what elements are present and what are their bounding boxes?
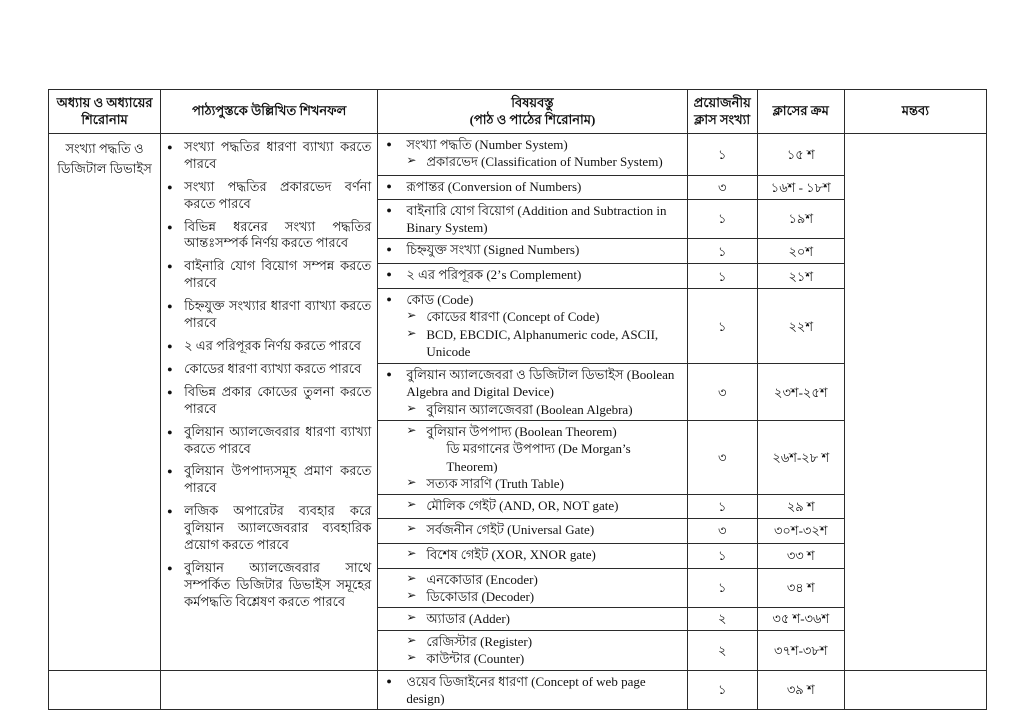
header-label: ক্লাসের ক্রম xyxy=(772,103,829,119)
content-cell xyxy=(378,134,687,176)
learning-outcome-label: কোডের ধারণা ব্যাখ্যা করতে পারবে xyxy=(184,360,362,376)
learning-outcome-item xyxy=(167,361,371,378)
table-row-final xyxy=(49,670,987,709)
content-item xyxy=(426,440,682,474)
content-cell xyxy=(378,239,687,264)
content-item-label: বুলিয়ান উপপাদ্য (Boolean Theorem) xyxy=(426,424,617,440)
content-cell xyxy=(378,364,687,421)
indent-spacer xyxy=(426,440,440,474)
chapter-title-cell xyxy=(49,134,161,671)
bullet-icon: ● xyxy=(386,294,392,305)
content-item xyxy=(386,178,682,195)
content-item-label: কাউন্টার (Counter) xyxy=(426,651,525,667)
learning-outcome-label: লজিক অপারেটর ব্যবহার করে বুলিয়ান অ্যালজেবরার ব্যবহারিক প্রয়োগ করতে পারবে xyxy=(184,503,372,553)
bullet-icon: ● xyxy=(386,181,392,191)
class-sequence-cell: ১৬শ - ১৮শ xyxy=(757,176,844,200)
table-row xyxy=(49,134,987,176)
content-item xyxy=(406,650,682,667)
content-cell xyxy=(378,568,687,607)
content-item xyxy=(406,308,682,325)
content-item-label: ডিকোডার (Decoder) xyxy=(426,589,535,605)
class-count-cell: ৩ xyxy=(687,421,757,495)
content-item xyxy=(406,326,682,360)
learning-outcome-item xyxy=(167,298,371,332)
arrow-icon: ➢ xyxy=(406,474,417,489)
class-count-cell: ৩ xyxy=(687,518,757,543)
class-sequence-cell: ২৯ শ xyxy=(757,494,844,518)
content-item xyxy=(406,546,682,563)
col-header-chapter xyxy=(49,90,161,134)
learning-outcome-item xyxy=(167,338,371,355)
class-count-cell: ১ xyxy=(687,200,757,239)
learning-outcome-label: বিভিন্ন প্রকার কোডের তুলনা করতে পারবে xyxy=(184,383,372,416)
bullet-icon: ● xyxy=(167,426,173,437)
bullet-icon: ● xyxy=(167,506,173,517)
col-header-class-sequence xyxy=(757,90,844,134)
content-cell xyxy=(378,289,687,364)
class-count-cell: ২ xyxy=(687,608,757,631)
arrow-icon: ➢ xyxy=(406,153,417,168)
arrow-icon: ➢ xyxy=(406,650,417,665)
content-item xyxy=(386,291,682,308)
learning-outcomes-cell xyxy=(161,134,378,671)
bullet-icon: ● xyxy=(386,369,392,380)
content-item-label: চিহ্নযুক্ত সংখ্যা (Signed Numbers) xyxy=(406,242,580,258)
content-item xyxy=(386,202,682,236)
bullet-icon: ● xyxy=(167,142,173,152)
arrow-icon: ➢ xyxy=(406,545,417,560)
arrow-icon: ➢ xyxy=(406,325,417,340)
content-cell xyxy=(378,670,687,709)
class-count-cell: ২ xyxy=(687,631,757,670)
learning-outcome-label: ২ এর পরিপূরক নির্ণয় করতে পারবে xyxy=(184,337,362,353)
content-item xyxy=(406,571,682,588)
class-sequence-cell: ৩৪ শ xyxy=(757,568,844,607)
content-item xyxy=(406,633,682,650)
class-sequence-cell: ৩০শ-৩২শ xyxy=(757,518,844,543)
content-item-label: সত্যক সারণি (Truth Table) xyxy=(426,475,564,491)
content-cell xyxy=(378,608,687,631)
arrow-icon: ➢ xyxy=(406,496,417,511)
bullet-icon: ● xyxy=(167,562,173,573)
class-count-cell: ১ xyxy=(687,239,757,264)
bullet-icon: ● xyxy=(167,466,173,477)
content-item-label: অ্যাডার (Adder) xyxy=(426,611,511,627)
content-item xyxy=(386,266,682,283)
bullet-icon: ● xyxy=(167,181,173,192)
bullet-icon: ● xyxy=(167,301,173,312)
header-label: অধ্যায় ও অধ্যায়ের শিরোনাম xyxy=(56,95,153,127)
arrow-icon: ➢ xyxy=(406,610,417,625)
learning-outcome-item xyxy=(167,463,371,497)
bullet-icon: ● xyxy=(386,244,392,255)
content-item-label: রূপান্তর (Conversion of Numbers) xyxy=(406,179,582,194)
arrow-icon: ➢ xyxy=(406,308,417,323)
arrow-icon: ➢ xyxy=(406,520,417,535)
content-item xyxy=(386,136,682,153)
content-item-label: এনকোডার (Encoder) xyxy=(426,571,538,587)
content-item-label: কোডের ধারণা (Concept of Code) xyxy=(426,309,600,325)
class-sequence-cell: ২২শ xyxy=(757,289,844,364)
class-count-cell: ১ xyxy=(687,670,757,709)
header-label: ক্লাস সংখ্যা xyxy=(694,111,751,127)
content-item xyxy=(406,521,682,538)
learning-outcome-item xyxy=(167,258,371,292)
content-item-label: সর্বজনীন গেইট (Universal Gate) xyxy=(426,521,595,537)
header-label: বিষয়বস্তু xyxy=(511,95,554,111)
header-label: মন্তব্য xyxy=(901,103,929,119)
class-count-cell: ১ xyxy=(687,543,757,568)
bullet-icon: ● xyxy=(167,363,173,374)
learning-outcome-label: বুলিয়ান অ্যালজেবরার সাথে সম্পর্কিত ডিজিটার ডিভাইস সমূহের কর্মপদ্ধতি বিশ্লেষণ করতে পারবে xyxy=(184,559,372,609)
col-header-outcomes xyxy=(161,90,378,134)
bullet-icon: ● xyxy=(167,221,173,232)
class-sequence-cell: ১৯শ xyxy=(757,200,844,239)
content-item-label: বাইনারি যোগ বিয়োগ (Addition and Subtraction in Binary System) xyxy=(406,203,667,236)
content-item-label: বিশেষ গেইট (XOR, XNOR gate) xyxy=(426,546,596,562)
content-item xyxy=(406,497,682,514)
arrow-icon: ➢ xyxy=(406,633,417,648)
content-item xyxy=(386,241,682,258)
content-item xyxy=(406,588,682,605)
learning-outcome-label: বাইনারি যোগ বিয়োগ সম্পন্ন করতে পারবে xyxy=(184,258,372,291)
content-item-label: ডি মরগানের উপপাদ্য (De Morgan’s Theorem) xyxy=(446,441,631,474)
content-item xyxy=(406,475,682,492)
class-sequence-cell: ৩৩ শ xyxy=(757,543,844,568)
class-sequence-cell: ৩৭শ-৩৮শ xyxy=(757,631,844,670)
class-sequence-cell: ২১শ xyxy=(757,264,844,289)
bullet-icon: ● xyxy=(386,675,392,686)
content-cell xyxy=(378,176,687,200)
header-label: পাঠ্যপুস্তকে উল্লিখিত শিখনফল xyxy=(192,103,347,119)
learning-outcome-item xyxy=(167,424,371,458)
class-count-cell: ৩ xyxy=(687,364,757,421)
content-item xyxy=(406,401,682,418)
bullet-icon: ● xyxy=(386,139,392,149)
content-item xyxy=(406,153,682,170)
bullet-icon: ● xyxy=(167,261,173,272)
learning-outcome-item xyxy=(167,503,371,554)
content-item xyxy=(406,610,682,627)
content-item xyxy=(406,423,682,440)
content-cell xyxy=(378,631,687,670)
class-sequence-cell: ৩৯ শ xyxy=(757,670,844,709)
content-item-label: বুলিয়ান অ্যালজেবরা ও ডিজিটাল ডিভাইস (Boolean Algebra and Digital Device) xyxy=(406,367,675,400)
comments-cell xyxy=(844,670,986,709)
class-count-cell: ৩ xyxy=(687,176,757,200)
content-cell xyxy=(378,518,687,543)
class-count-cell: ১ xyxy=(687,264,757,289)
col-header-content xyxy=(378,90,687,134)
arrow-icon: ➢ xyxy=(406,588,417,603)
content-cell xyxy=(378,264,687,289)
content-item xyxy=(386,366,682,400)
learning-outcome-label: চিহ্নযুক্ত সংখ্যার ধারণা ব্যাখ্যা করতে পারবে xyxy=(184,298,372,331)
content-cell xyxy=(378,543,687,568)
learning-outcome-label: বুলিয়ান উপপাদ্যসমূহ প্রমাণ করতে পারবে xyxy=(184,463,372,496)
class-sequence-cell: ৩৫ শ-৩৬শ xyxy=(757,608,844,631)
table-header-row xyxy=(49,90,987,134)
learning-outcome-item xyxy=(167,139,371,173)
content-item-label: মৌলিক গেইট (AND, OR, NOT gate) xyxy=(426,497,619,513)
arrow-icon: ➢ xyxy=(406,400,417,415)
content-item-label: রেজিস্টার (Register) xyxy=(426,634,533,650)
content-item-label: প্রকারভেদ (Classification of Number System) xyxy=(426,154,663,170)
learning-outcome-label: বিভিন্ন ধরনের সংখ্যা পদ্ধতির আন্তঃসম্পর্ক নির্ণয় করতে পারবে xyxy=(184,218,372,251)
content-cell xyxy=(378,200,687,239)
arrow-icon: ➢ xyxy=(406,570,417,585)
learning-outcome-item xyxy=(167,560,371,611)
bullet-icon: ● xyxy=(386,269,392,280)
header-label: প্রয়োজনীয় xyxy=(693,95,751,111)
learning-outcome-item xyxy=(167,384,371,418)
class-sequence-cell: ২৬শ-২৮ শ xyxy=(757,421,844,495)
bullet-icon: ● xyxy=(386,205,392,215)
learning-outcome-label: সংখ্যা পদ্ধতির প্রকারভেদ বর্ণনা করতে পারবে xyxy=(184,178,372,211)
class-sequence-cell: ২৩শ-২৫শ xyxy=(757,364,844,421)
chapter-title-line: ডিজিটাল ডিভাইস xyxy=(57,161,152,177)
class-sequence-cell: ২০শ xyxy=(757,239,844,264)
col-header-comments xyxy=(844,90,986,134)
content-item xyxy=(386,673,682,707)
class-count-cell: ১ xyxy=(687,494,757,518)
col-header-class-count xyxy=(687,90,757,134)
class-count-cell: ১ xyxy=(687,289,757,364)
content-item-label: ২ এর পরিপূরক (2’s Complement) xyxy=(406,267,582,283)
content-item-label: বুলিয়ান অ্যালজেবরা (Boolean Algebra) xyxy=(426,401,633,417)
learning-outcome-item xyxy=(167,179,371,213)
bullet-icon: ● xyxy=(167,340,173,351)
learning-outcome-item xyxy=(167,219,371,253)
comments-cell xyxy=(844,134,986,671)
class-count-cell: ১ xyxy=(687,568,757,607)
outcomes-empty-cell xyxy=(161,670,378,709)
content-item-label: BCD, EBCDIC, Alphanumeric code, ASCII, Unicode xyxy=(426,326,659,359)
learning-outcome-label: সংখ্যা পদ্ধতির ধারণা ব্যাখ্যা করতে পারবে xyxy=(184,139,372,171)
arrow-icon: ➢ xyxy=(406,423,417,438)
content-item-label: সংখ্যা পদ্ধতি (Number System) xyxy=(406,137,568,152)
curriculum-table xyxy=(48,89,987,710)
header-label: (পাঠ ও পাঠের শিরোনাম) xyxy=(469,111,596,127)
bullet-icon: ● xyxy=(167,386,173,397)
content-cell xyxy=(378,494,687,518)
content-item-label: ওয়েব ডিজাইনের ধারণা (Concept of web page design) xyxy=(406,673,646,706)
learning-outcome-label: বুলিয়ান অ্যালজেবরার ধারণা ব্যাখ্যা করতে পারবে xyxy=(184,423,372,456)
content-item-label: কোড (Code) xyxy=(406,292,474,308)
chapter-title-line: সংখ্যা পদ্ধতি ও xyxy=(65,141,144,156)
chapter-empty-cell xyxy=(49,670,161,709)
content-cell xyxy=(378,421,687,495)
class-sequence-cell: ১৫ শ xyxy=(757,134,844,176)
class-count-cell: ১ xyxy=(687,134,757,176)
